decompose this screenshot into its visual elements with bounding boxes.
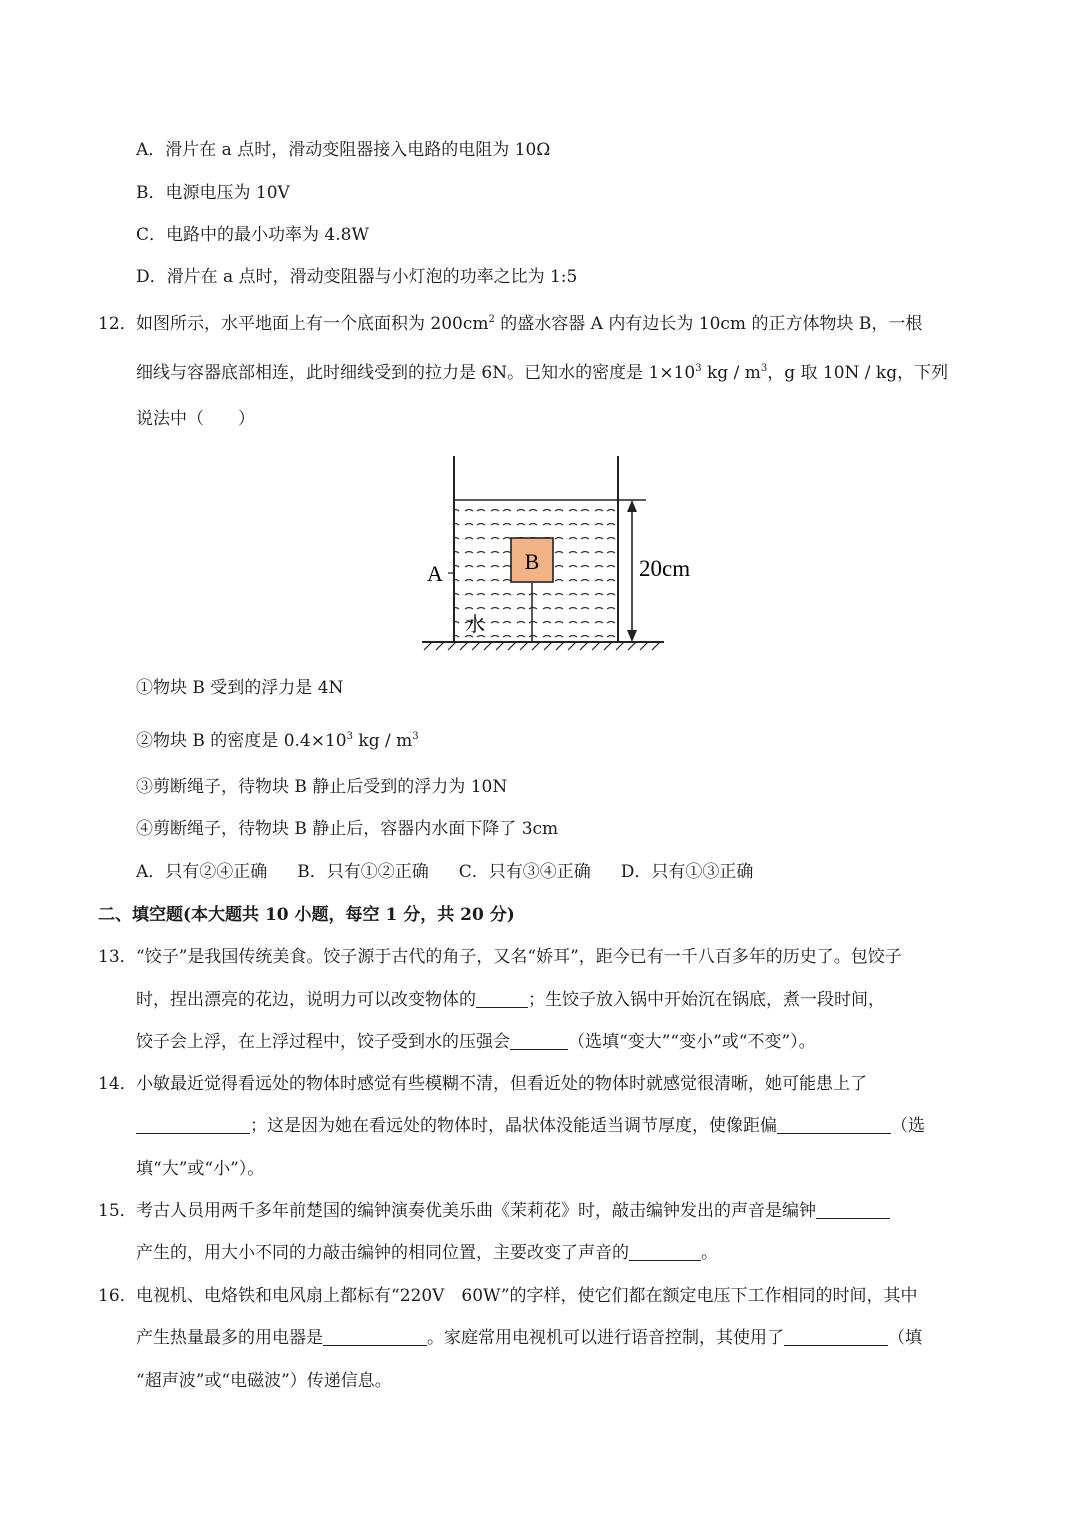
q12-choice-c: C．只有③④正确: [458, 862, 591, 882]
answer-blank[interactable]: [476, 989, 528, 1008]
q16-line2: 产生热量最多的用电器是 。家庭常用电视机可以进行语音控制，其使用了 （填: [136, 1328, 922, 1348]
answer-blank[interactable]: [629, 1242, 701, 1261]
q14-number: 14．: [98, 1074, 137, 1094]
container-diagram: [410, 448, 691, 658]
q13-number: 13．: [98, 947, 137, 967]
height-label: 20cm: [639, 556, 691, 581]
q12-statement-4: ④剪断绳子，待物块 B 静止后，容器内水面下降了 3cm: [136, 819, 559, 839]
q12-statement-3: ③剪断绳子，待物块 B 静止后受到的浮力为 10N: [136, 777, 508, 797]
q13-line1: 13．“饺子”是我国传统美食。饺子源于古代的角子，又名“娇耳”，距今已有一千八百多年的历史了。包饺子: [98, 947, 902, 967]
block-b-label: B: [524, 549, 540, 574]
q12-choice-d: D．只有①③正确: [620, 862, 754, 882]
answer-blank[interactable]: [510, 1031, 568, 1050]
q14-line2: ；这是因为她在看远处的物体时，晶状体没能适当调节厚度，使像距偏 （选: [136, 1114, 925, 1138]
answer-blank[interactable]: [777, 1115, 891, 1134]
q13-line2: 时，捏出漂亮的花边，说明力可以改变物体的 ；生饺子放入锅中开始沉在锅底，煮一段时间，: [136, 990, 885, 1010]
q16-number: 16．: [98, 1286, 137, 1306]
q15-line2: 产生的，用大小不同的力敲击编钟的相同位置，主要改变了声音的 。: [136, 1243, 718, 1263]
q12-line1: 12．如图所示，水平地面上有一个底面积为 $200cm^2$ 的盛水容器 A 内有边长为 10cm 的正方体物块 B，一根: [98, 314, 923, 334]
q11-option-b: B．电源电压为 10V: [136, 183, 290, 203]
q12-line3: 说法中（ ）: [136, 409, 255, 429]
container-label: A: [427, 561, 443, 586]
q12-statement-2: ②物块 B 的密度是 $0.4\times 10^3$ kg / $m^3$: [136, 731, 419, 751]
answer-blank[interactable]: [323, 1327, 427, 1346]
q15-line1: 15．考古人员用两千多年前楚国的编钟演奏优美乐曲《茉莉花》时，敲击编钟发出的声音是编钟: [98, 1199, 890, 1223]
q12-number: 12．: [98, 314, 137, 334]
q12-statement-1: ①物块 B 受到的浮力是 4N: [136, 678, 344, 698]
ground-hatching: [424, 642, 660, 650]
section-heading: 二、填空题(本大题共 10 小题，每空 1 分，共 20 分): [98, 905, 515, 925]
height-arrow-top: [627, 500, 637, 512]
q16-line3: “超声波”或“电磁波”）传递信息。: [136, 1371, 392, 1391]
q15-number: 15．: [98, 1201, 137, 1221]
q13-line3: 饺子会上浮，在上浮过程中，饺子受到水的压强会 （选填“变大”“变小”或“不变”）。: [136, 1032, 816, 1052]
q12-choices: [136, 860, 753, 884]
q11-option-c: C．电路中的最小功率为 4.8W: [136, 225, 369, 245]
answer-blank[interactable]: [136, 1115, 250, 1134]
q14-line3: 填“大”或“小”）。: [136, 1159, 265, 1179]
q11-option-a: A．滑片在 a 点时，滑动变阻器接入电路的电阻为 10Ω: [136, 140, 551, 160]
answer-blank[interactable]: [816, 1200, 890, 1219]
q14-line1: 14．小敏最近觉得看远处的物体时感觉有些模糊不清，但看近处的物体时就感觉很清晰，她可能患上了: [98, 1074, 867, 1094]
height-arrow-bottom: [627, 630, 637, 642]
answer-blank[interactable]: [784, 1327, 888, 1346]
q11-option-d: D．滑片在 a 点时，滑动变阻器与小灯泡的功率之比为 1:5: [136, 267, 578, 287]
q12-choice-a: A．只有②④正确: [136, 862, 268, 882]
q16-line1: 16．电视机、电烙铁和电风扇上都标有“220V 60W”的字样，使它们都在额定电压下工作相同的时间，其中: [98, 1286, 918, 1306]
q12-line2: 细线与容器底部相连，此时细线受到的拉力是 6N。已知水的密度是 $1\times 10^3$ kg / $m^3$，g 取 10N / kg，下列: [136, 363, 949, 383]
water-label: 水: [465, 612, 485, 636]
q12-choice-b: B．只有①②正确: [297, 862, 429, 882]
